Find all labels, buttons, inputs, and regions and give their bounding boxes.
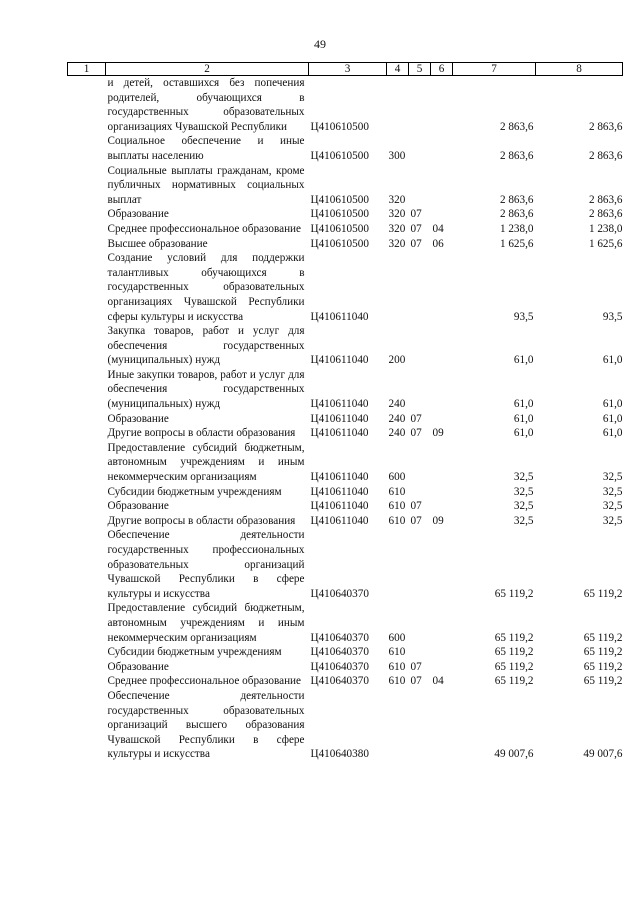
empty-cell — [68, 412, 106, 427]
empty-cell — [68, 368, 106, 412]
row-name: Иные закупки товаров, работ и услуг для обеспечения государственных (муниципальных) нужд — [107, 368, 305, 411]
row-code: Ц410611040 — [310, 398, 369, 411]
row-amount-col7: 61,0 — [513, 412, 534, 425]
empty-cell — [68, 164, 106, 208]
row-vr: 610 — [388, 675, 406, 688]
table-row — [68, 499, 623, 514]
row-code: Ц410640370 — [310, 587, 369, 600]
table-row — [68, 601, 623, 645]
row-rz: 07 — [410, 208, 422, 221]
row-amount-col7: 32,5 — [513, 471, 534, 484]
empty-cell — [68, 601, 106, 645]
row-rz — [409, 134, 431, 163]
header-cell: 3 — [309, 63, 387, 76]
row-vr — [387, 76, 409, 135]
empty-cell — [68, 485, 106, 500]
table-row — [68, 222, 623, 237]
row-vr: 320 — [388, 208, 406, 221]
row-vr: 200 — [388, 354, 406, 367]
row-code: Ц410611040 — [310, 500, 369, 513]
row-vr: 600 — [388, 471, 406, 484]
row-pr — [431, 660, 453, 675]
table-row — [68, 645, 623, 660]
row-rz: 07 — [410, 222, 422, 235]
row-amount-col8: 32,5 — [602, 485, 623, 498]
row-name: Высшее образование — [107, 237, 208, 250]
empty-cell — [68, 76, 106, 135]
empty-cell — [68, 514, 106, 529]
row-amount-col7: 65 119,2 — [494, 646, 534, 659]
row-amount-col7: 65 119,2 — [494, 587, 534, 600]
row-vr: 610 — [388, 514, 406, 527]
row-name: Образование — [107, 500, 169, 513]
row-amount-col8: 65 119,2 — [583, 646, 623, 659]
table-row — [68, 368, 623, 412]
row-vr: 610 — [388, 660, 406, 673]
row-name: Образование — [107, 208, 169, 221]
row-amount-col8: 2 863,6 — [588, 193, 623, 206]
row-pr — [431, 76, 453, 135]
row-name: Образование — [107, 660, 169, 673]
row-rz — [409, 485, 431, 500]
row-pr — [431, 499, 453, 514]
row-amount-col7: 61,0 — [513, 427, 534, 440]
row-name: и детей, оставшихся без попечения родителей, обучающихся в государственных образовательных организациях Чувашской Республики — [107, 77, 305, 133]
row-amount-col8: 61,0 — [602, 412, 623, 425]
row-code: Ц410611040 — [310, 310, 369, 323]
row-code: Ц410611040 — [310, 471, 369, 484]
row-vr — [387, 689, 409, 762]
row-rz: 07 — [410, 675, 422, 688]
row-pr — [431, 207, 453, 222]
row-pr — [431, 251, 453, 324]
empty-cell — [68, 237, 106, 252]
empty-cell — [68, 207, 106, 222]
budget-table — [67, 62, 623, 762]
row-pr — [431, 528, 453, 601]
row-amount-col8: 32,5 — [602, 514, 623, 527]
row-name: Среднее профессиональное образование — [107, 675, 302, 688]
table-row — [68, 426, 623, 441]
row-name: Закупка товаров, работ и услуг для обеспечения государственных (муниципальных) нужд — [107, 325, 305, 367]
row-vr: 300 — [388, 149, 406, 162]
row-vr — [387, 528, 409, 601]
row-code: Ц410640370 — [310, 631, 369, 644]
row-vr: 600 — [388, 631, 406, 644]
row-name: Социальные выплаты гражданам, кроме публичных нормативных социальных выплат — [107, 164, 305, 206]
table-row — [68, 207, 623, 222]
row-rz: 07 — [410, 427, 422, 440]
row-amount-col7: 2 863,6 — [499, 120, 534, 133]
empty-cell — [68, 528, 106, 601]
row-amount-col7: 93,5 — [513, 310, 534, 323]
row-pr: 04 — [432, 222, 444, 235]
row-amount-col8: 65 119,2 — [583, 675, 623, 688]
header-cell: 6 — [431, 63, 453, 76]
empty-cell — [68, 645, 106, 660]
table-row — [68, 164, 623, 208]
row-code: Ц410640370 — [310, 646, 369, 659]
row-amount-col7: 65 119,2 — [494, 631, 534, 644]
table-row — [68, 528, 623, 601]
row-amount-col8: 32,5 — [602, 500, 623, 513]
row-pr: 09 — [432, 514, 444, 527]
row-vr: 320 — [388, 237, 406, 250]
row-amount-col7: 61,0 — [513, 354, 534, 367]
row-amount-col7: 49 007,6 — [494, 748, 534, 761]
row-amount-col7: 2 863,6 — [499, 193, 534, 206]
row-amount-col7: 2 863,6 — [499, 208, 534, 221]
row-amount-col8: 61,0 — [602, 398, 623, 411]
row-code: Ц410640370 — [310, 660, 369, 673]
row-rz — [409, 689, 431, 762]
row-amount-col7: 2 863,6 — [499, 149, 534, 162]
table-row — [68, 237, 623, 252]
row-pr — [431, 601, 453, 645]
row-name: Образование — [107, 412, 169, 425]
row-amount-col8: 1 238,0 — [588, 222, 623, 235]
row-code: Ц410610500 — [310, 120, 369, 133]
empty-cell — [68, 441, 106, 485]
row-name: Создание условий для поддержки талантливых обучающихся в государственных образовательных организациях Чувашской Республики сферы культуры и искусства — [107, 252, 305, 323]
row-pr: 04 — [432, 675, 444, 688]
row-rz: 07 — [410, 237, 422, 250]
row-vr: 320 — [388, 193, 406, 206]
row-code: Ц410611040 — [310, 514, 369, 527]
row-code: Ц410610500 — [310, 149, 369, 162]
header-cell: 4 — [387, 63, 409, 76]
row-rz — [409, 645, 431, 660]
empty-cell — [68, 426, 106, 441]
empty-cell — [68, 689, 106, 762]
row-rz: 07 — [410, 660, 422, 673]
row-vr: 610 — [388, 646, 406, 659]
row-amount-col8: 2 863,6 — [588, 208, 623, 221]
row-code: Ц410610500 — [310, 208, 369, 221]
row-code: Ц410611040 — [310, 412, 369, 425]
table-row — [68, 76, 623, 135]
row-amount-col8: 65 119,2 — [583, 660, 623, 673]
row-vr: 320 — [388, 222, 406, 235]
empty-cell — [68, 324, 106, 368]
row-amount-col8: 65 119,2 — [583, 631, 623, 644]
row-name: Другие вопросы в области образования — [107, 427, 296, 440]
row-name: Субсидии бюджетным учреждениям — [107, 485, 282, 498]
row-code: Ц410611040 — [310, 427, 369, 440]
row-rz — [409, 164, 431, 208]
row-code: Ц410611040 — [310, 485, 369, 498]
row-amount-col7: 65 119,2 — [494, 660, 534, 673]
row-rz — [409, 76, 431, 135]
row-amount-col7: 1 238,0 — [499, 222, 534, 235]
row-pr — [431, 689, 453, 762]
row-pr — [431, 485, 453, 500]
row-pr — [431, 324, 453, 368]
row-amount-col7: 32,5 — [513, 485, 534, 498]
table-row — [68, 514, 623, 529]
table-row — [68, 674, 623, 689]
row-amount-col7: 32,5 — [513, 514, 534, 527]
row-amount-col8: 61,0 — [602, 427, 623, 440]
header-cell: 5 — [409, 63, 431, 76]
row-rz — [409, 368, 431, 412]
row-amount-col7: 32,5 — [513, 500, 534, 513]
row-amount-col8: 32,5 — [602, 471, 623, 484]
row-amount-col8: 65 119,2 — [583, 587, 623, 600]
row-name: Предоставление субсидий бюджетным, автономным учреждениям и иным некоммерческим организациям — [107, 441, 305, 484]
row-code: Ц410640370 — [310, 675, 369, 688]
header-cell: 2 — [106, 63, 309, 76]
row-rz — [409, 251, 431, 324]
row-name: Субсидии бюджетным учреждениям — [107, 646, 282, 659]
row-rz — [409, 441, 431, 485]
row-vr: 610 — [388, 485, 406, 498]
row-amount-col8: 2 863,6 — [588, 120, 623, 133]
row-amount-col8: 49 007,6 — [583, 748, 623, 761]
row-amount-col7: 65 119,2 — [494, 675, 534, 688]
empty-cell — [68, 222, 106, 237]
row-vr — [387, 251, 409, 324]
row-amount-col8: 1 625,6 — [588, 237, 623, 250]
table-row — [68, 251, 623, 324]
row-code: Ц410610500 — [310, 237, 369, 250]
header-cell: 7 — [453, 63, 536, 76]
row-pr — [431, 645, 453, 660]
row-rz — [409, 528, 431, 601]
row-vr: 610 — [388, 500, 406, 513]
row-amount-col7: 1 625,6 — [499, 237, 534, 250]
row-pr — [431, 134, 453, 163]
table-row — [68, 324, 623, 368]
header-cell: 8 — [536, 63, 623, 76]
empty-cell — [68, 674, 106, 689]
empty-cell — [68, 499, 106, 514]
empty-cell — [68, 251, 106, 324]
row-rz — [409, 601, 431, 645]
row-rz: 07 — [410, 514, 422, 527]
row-vr: 240 — [388, 398, 406, 411]
header-row — [68, 63, 623, 76]
empty-cell — [68, 134, 106, 163]
table-row — [68, 412, 623, 427]
table-row — [68, 134, 623, 163]
row-name: Обеспечение деятельности государственных профессиональных образовательных организаций Чувашской Республики в сфере культуры и искусства — [107, 529, 305, 600]
table-row — [68, 485, 623, 500]
row-pr — [431, 164, 453, 208]
header-cell: 1 — [68, 63, 106, 76]
row-name: Социальное обеспечение и иные выплаты населению — [107, 135, 305, 162]
row-amount-col8: 2 863,6 — [588, 149, 623, 162]
row-pr — [431, 441, 453, 485]
empty-cell — [68, 660, 106, 675]
row-code: Ц410640380 — [310, 748, 369, 761]
row-code: Ц410611040 — [310, 354, 369, 367]
row-code: Ц410610500 — [310, 222, 369, 235]
row-name: Другие вопросы в области образования — [107, 514, 296, 527]
row-rz: 07 — [410, 412, 422, 425]
row-code: Ц410610500 — [310, 193, 369, 206]
table-row — [68, 660, 623, 675]
row-name: Среднее профессиональное образование — [107, 222, 302, 235]
row-pr — [431, 412, 453, 427]
row-pr: 06 — [432, 237, 444, 250]
row-pr: 09 — [432, 427, 444, 440]
row-rz — [409, 324, 431, 368]
row-amount-col8: 61,0 — [602, 354, 623, 367]
row-rz: 07 — [410, 500, 422, 513]
table-row — [68, 441, 623, 485]
row-pr — [431, 368, 453, 412]
row-vr: 240 — [388, 427, 406, 440]
row-name: Обеспечение деятельности государственных образовательных организаций высшего образования Чувашской Республики в сфере культуры и искусства — [107, 689, 305, 761]
row-name: Предоставление субсидий бюджетным, автономным учреждениям и иным некоммерческим организациям — [107, 602, 305, 644]
table-row — [68, 689, 623, 762]
page-number: 49 — [314, 37, 326, 51]
row-amount-col8: 93,5 — [602, 310, 623, 323]
row-amount-col7: 61,0 — [513, 398, 534, 411]
row-vr: 240 — [388, 412, 406, 425]
